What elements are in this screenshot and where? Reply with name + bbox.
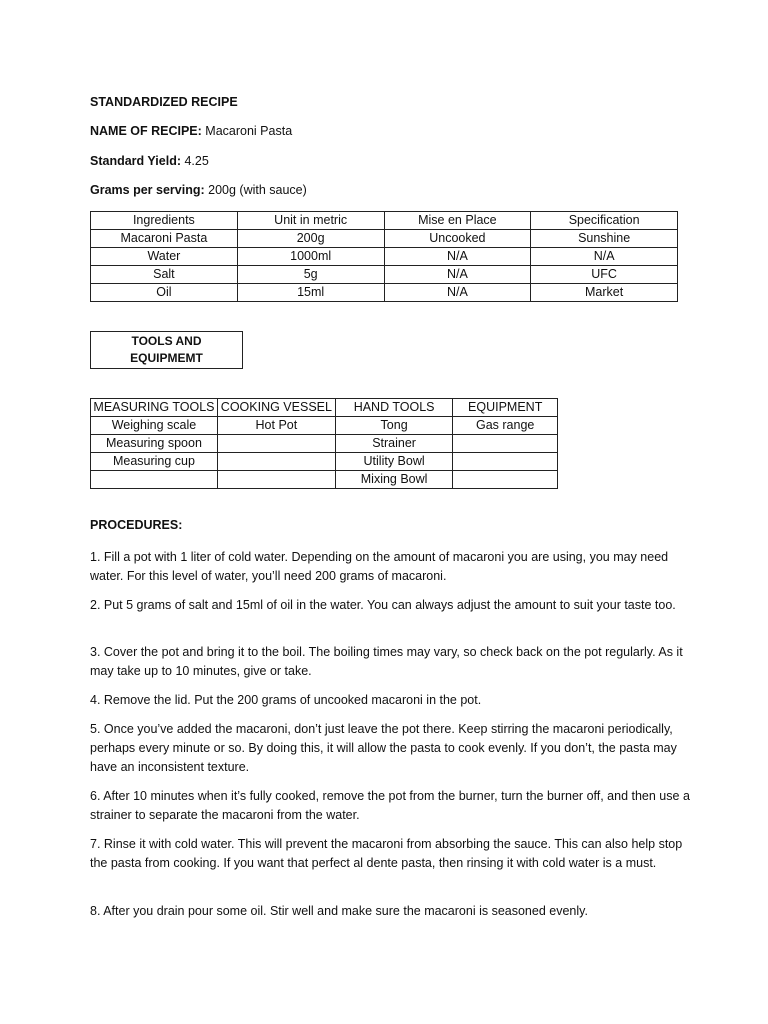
column-header: Ingredients bbox=[91, 212, 238, 230]
table-cell: Macaroni Pasta bbox=[91, 230, 238, 248]
table-cell: Weighing scale bbox=[91, 417, 218, 435]
table-cell: N/A bbox=[384, 248, 531, 266]
table-cell: Uncooked bbox=[384, 230, 531, 248]
yield-line bbox=[90, 154, 209, 168]
column-header: COOKING VESSEL bbox=[217, 399, 335, 417]
table-cell: N/A bbox=[531, 248, 678, 266]
table-cell: Sunshine bbox=[531, 230, 678, 248]
procedures-heading: PROCEDURES: bbox=[90, 518, 183, 532]
table-cell: Tong bbox=[335, 417, 453, 435]
tools-heading-line-2: EQUIPMEMT bbox=[130, 351, 203, 365]
serving-line bbox=[90, 183, 307, 197]
table-cell: Measuring spoon bbox=[91, 435, 218, 453]
table-row bbox=[91, 435, 558, 453]
table-row bbox=[91, 453, 558, 471]
table-cell: Strainer bbox=[335, 435, 453, 453]
table-cell: 15ml bbox=[237, 284, 384, 302]
tools-table bbox=[90, 398, 558, 489]
table-cell: UFC bbox=[531, 266, 678, 284]
procedure-step: 7. Rinse it with cold water. This will prevent the macaroni from absorbing the sauce. This can also help stop the pasta from cooking. If you want that perfect al dente pasta, then rinsing it with cold water is a must. bbox=[90, 837, 683, 870]
serving-value: 200g (with sauce) bbox=[208, 183, 307, 197]
table-header-row bbox=[91, 212, 678, 230]
table-cell: Salt bbox=[91, 266, 238, 284]
table-cell: Water bbox=[91, 248, 238, 266]
column-header: MEASURING TOOLS bbox=[91, 399, 218, 417]
table-cell: Market bbox=[531, 284, 678, 302]
serving-label: Grams per serving: bbox=[90, 183, 205, 197]
table-cell: Hot Pot bbox=[217, 417, 335, 435]
table-cell bbox=[453, 471, 558, 489]
table-cell bbox=[217, 435, 335, 453]
procedure-step: 2. Put 5 grams of salt and 15ml of oil in the water. You can always adjust the amount to suit your taste too. bbox=[90, 598, 676, 612]
table-row bbox=[91, 284, 678, 302]
procedure-step: 3. Cover the pot and bring it to the boil. The boiling times may vary, so check back on the pot regularly. As it may take up to 10 minutes, give or take. bbox=[90, 645, 683, 678]
yield-label: Standard Yield: bbox=[90, 154, 181, 168]
table-row bbox=[91, 248, 678, 266]
table-row bbox=[91, 266, 678, 284]
table-cell: Gas range bbox=[453, 417, 558, 435]
table-cell: Oil bbox=[91, 284, 238, 302]
table-row bbox=[91, 417, 558, 435]
table-cell: Utility Bowl bbox=[335, 453, 453, 471]
recipe-name-value: Macaroni Pasta bbox=[205, 124, 293, 138]
table-cell: 1000ml bbox=[237, 248, 384, 266]
column-header: EQUIPMENT bbox=[453, 399, 558, 417]
table-cell bbox=[453, 453, 558, 471]
table-row bbox=[91, 471, 558, 489]
table-cell bbox=[217, 453, 335, 471]
procedure-step: 5. Once you’ve added the macaroni, don’t just leave the pot there. Keep stirring the macaroni periodically, perhaps every minute or so. By doing this, it will allow the pasta to cook evenly. If you don’t, the pasta may have an inconsistent texture. bbox=[90, 722, 677, 774]
table-cell: 5g bbox=[237, 266, 384, 284]
table-cell: N/A bbox=[384, 266, 531, 284]
document-title: STANDARDIZED RECIPE bbox=[90, 95, 238, 109]
column-header: Mise en Place bbox=[384, 212, 531, 230]
table-header-row bbox=[91, 399, 558, 417]
procedure-step: 6. After 10 minutes when it’s fully cooked, remove the pot from the burner, turn the burner off, and then use a strainer to separate the macaroni from the water. bbox=[90, 789, 690, 822]
table-cell bbox=[91, 471, 218, 489]
recipe-name-line bbox=[90, 124, 292, 138]
ingredients-table bbox=[90, 211, 678, 302]
table-cell: 200g bbox=[237, 230, 384, 248]
table-cell bbox=[217, 471, 335, 489]
table-cell: Mixing Bowl bbox=[335, 471, 453, 489]
recipe-name-label: NAME OF RECIPE: bbox=[90, 124, 202, 138]
yield-value: 4.25 bbox=[184, 154, 209, 168]
procedure-step: 8. After you drain pour some oil. Stir well and make sure the macaroni is seasoned evenly. bbox=[90, 904, 588, 918]
column-header: HAND TOOLS bbox=[335, 399, 453, 417]
tools-equipment-heading-box bbox=[90, 331, 243, 369]
procedure-step: 1. Fill a pot with 1 liter of cold water. Depending on the amount of macaroni you are using, you may need water. For this level of water, you’ll need 200 grams of macaroni. bbox=[90, 550, 669, 583]
table-cell: N/A bbox=[384, 284, 531, 302]
tools-heading-line-1: TOOLS AND bbox=[131, 334, 202, 348]
table-row bbox=[91, 230, 678, 248]
column-header: Specification bbox=[531, 212, 678, 230]
procedure-step: 4. Remove the lid. Put the 200 grams of uncooked macaroni in the pot. bbox=[90, 693, 482, 707]
table-cell bbox=[453, 435, 558, 453]
table-cell: Measuring cup bbox=[91, 453, 218, 471]
column-header: Unit in metric bbox=[237, 212, 384, 230]
